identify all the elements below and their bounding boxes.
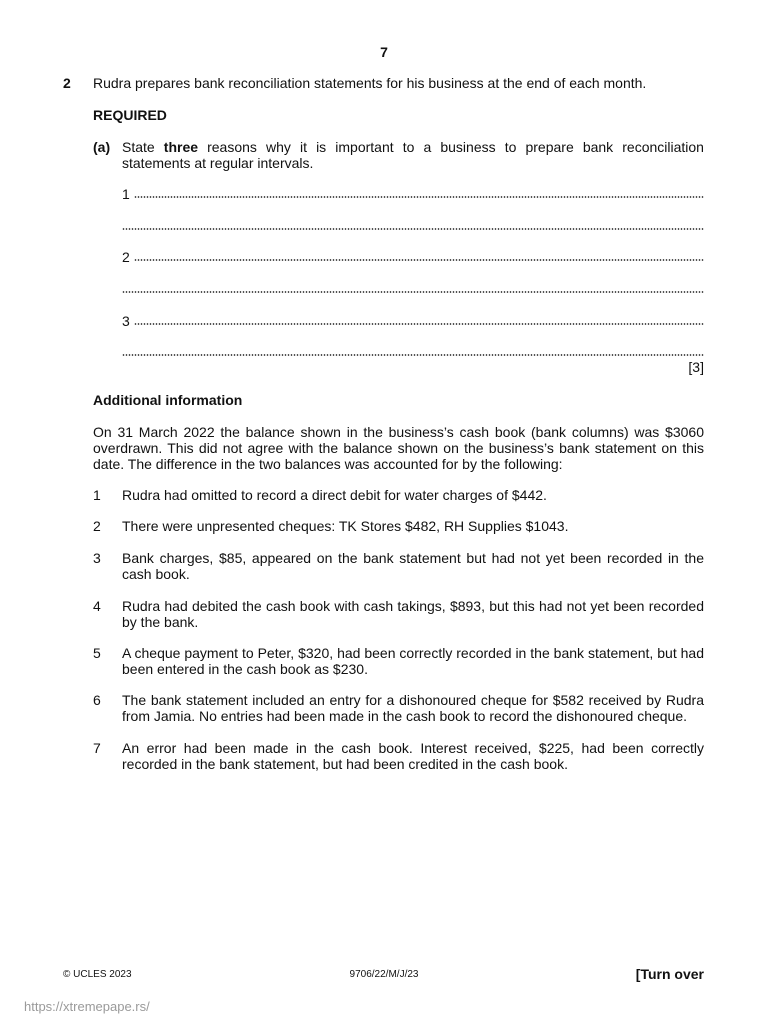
answer-line-2[interactable]: [122, 249, 704, 265]
copyright: © UCLES 2023: [63, 969, 132, 980]
answer-line-3[interactable]: [122, 313, 704, 329]
item-number: 6: [93, 692, 101, 708]
item-number: 7: [93, 740, 101, 756]
additional-info-paragraph: On 31 March 2022 the balance shown in the business’s cash book (bank columns) was $3060 overdrawn. This did not agree with the balance shown on the business’s bank statement on this date. The difference in the two balances was accounted for by the following:: [93, 424, 704, 472]
dotted-rule: [122, 290, 704, 294]
part-a-text-after: reasons why it is important to a business to prepare bank reconciliation statements at regular intervals.: [122, 139, 704, 171]
item-text: Rudra had omitted to record a direct debit for water charges of $442.: [122, 487, 547, 503]
answer-number: 2: [122, 249, 130, 265]
item-text: There were unpresented cheques: TK Stores $482, RH Supplies $1043.: [122, 518, 569, 534]
item-text: A cheque payment to Peter, $320, had been correctly recorded in the bank statement, but had been entered in the cash book as $230.: [122, 645, 704, 677]
part-a-text-before: State: [122, 139, 164, 155]
item-number: 1: [93, 487, 101, 503]
dotted-rule: [134, 258, 704, 262]
watermark-url[interactable]: https://xtremepape.rs/: [24, 999, 150, 1014]
dotted-rule: [122, 353, 704, 357]
item-text: Rudra had debited the cash book with cash takings, $893, but this had not yet been recorded by the bank.: [122, 598, 704, 630]
required-heading: REQUIRED: [93, 107, 167, 123]
turn-over: [Turn over: [635, 966, 704, 982]
item-number: 5: [93, 645, 101, 661]
question-number: 2: [63, 75, 71, 91]
item-text: An error had been made in the cash book. Interest received, $225, had been correctly recorded in the bank statement, but had been credited in the cash book.: [122, 740, 704, 772]
item-number: 4: [93, 598, 101, 614]
answer-line-2-continued[interactable]: [122, 281, 704, 297]
dotted-rule: [134, 322, 704, 326]
part-a-label: (a): [93, 139, 111, 155]
item-text: The bank statement included an entry for a dishonoured cheque for $582 received by Rudra from Jamia. No entries had been made in the cash book to record the dishonoured cheque.: [122, 692, 704, 724]
marks-allocation: [3]: [688, 359, 704, 375]
page-number: 7: [380, 44, 388, 60]
part-a-text-bold: three: [163, 139, 199, 155]
item-number: 3: [93, 550, 101, 566]
additional-info-heading: Additional information: [93, 392, 243, 408]
item-text: Bank charges, $85, appeared on the bank statement but had not yet been recorded in the cash book.: [122, 550, 704, 582]
answer-line-1[interactable]: [122, 186, 704, 202]
answer-line-1-continued[interactable]: [122, 218, 704, 234]
answer-line-3-continued[interactable]: [122, 344, 704, 360]
question-intro: Rudra prepares bank reconciliation statements for his business at the end of each month.: [93, 75, 647, 91]
part-a-question: [122, 139, 704, 171]
answer-number: 3: [122, 313, 130, 329]
answer-number: 1: [122, 186, 130, 202]
dotted-rule: [122, 227, 704, 231]
item-number: 2: [93, 518, 101, 534]
dotted-rule: [134, 195, 704, 199]
paper-code: 9706/22/M/J/23: [349, 969, 419, 980]
